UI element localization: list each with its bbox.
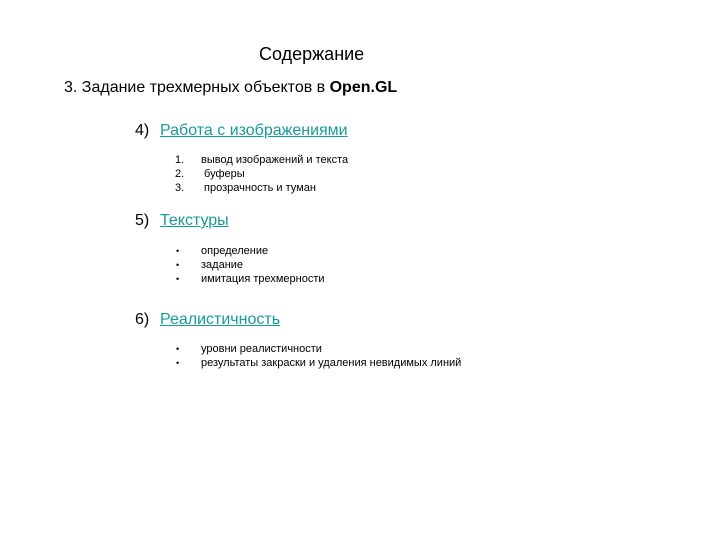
- section-number: 5): [135, 212, 150, 229]
- list-number: 2.: [175, 168, 185, 180]
- list-item-text: уровни реалистичности: [201, 343, 322, 355]
- subtitle-bold: Open.GL: [329, 79, 398, 96]
- subtitle-prefix: 3. Задание трехмерных объектов в: [64, 79, 330, 96]
- list-item-text: вывод изображений и текста: [201, 154, 349, 166]
- bullet-icon: •: [176, 344, 180, 354]
- section-link-realism[interactable]: Реалистичность: [160, 311, 281, 328]
- bullet-icon: •: [176, 260, 180, 270]
- section-heading-images: [135, 121, 348, 141]
- list-item-text: имитация трехмерности: [201, 273, 325, 285]
- list-number: 3.: [175, 182, 185, 194]
- list-item-text: результаты закраски и удаления невидимых линий: [201, 357, 462, 369]
- section-number: 6): [135, 311, 150, 328]
- bullet-icon: •: [176, 358, 180, 368]
- section-link-images[interactable]: Работа с изображениями: [160, 122, 348, 139]
- section-number: 4): [135, 122, 150, 139]
- list-item-text: определение: [201, 245, 269, 257]
- list-number: 1.: [175, 154, 185, 166]
- section-link-textures[interactable]: Текстуры: [160, 212, 229, 229]
- subtitle: [64, 78, 397, 98]
- list-item-text: буферы: [201, 168, 245, 180]
- section-heading-realism: [135, 310, 280, 330]
- list-item-text: задание: [201, 259, 244, 271]
- bullet-icon: •: [176, 246, 180, 256]
- page-title: Содержание: [259, 44, 365, 64]
- bullet-icon: •: [176, 274, 180, 284]
- list-item-text: прозрачность и туман: [201, 182, 316, 194]
- section-heading-textures: [135, 211, 229, 231]
